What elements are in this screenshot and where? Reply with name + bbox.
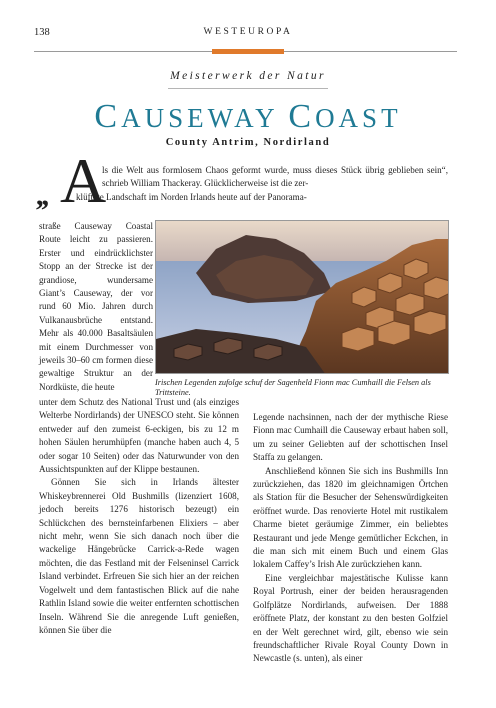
- page-number: 138: [34, 27, 50, 38]
- kicker: Meisterwerk der Natur: [170, 70, 326, 82]
- article-subtitle: County Antrim, Nordirland: [165, 137, 331, 148]
- right-paragraph-2: Anschließend können Sie sich ins Bushmills Inn zurückziehen, das 1820 im gleichnamigen Örtchen als Station für die Besucher der Sehenswürdigkeiten eröffnet wurde. Das renovierte Hotel mit rustikalem Charme bietet geräumige Zimmer, ein beliebtes Restaurant und jede Menge gemütlicher Eckchen, in die man sich mit einem Buch und einem Glas lokalem Caffey’s Irish Ale zurückziehen kann.: [253, 465, 448, 570]
- article-title: [0, 98, 496, 136]
- left-paragraph-2: Gönnen Sie sich in Irlands ältester Whiskeybrennerei Old Bushmills (lizenziert 1608, jedoch bereits 1276 historisch bezeugt) ein Schlückchen des bernsteinfarbenen Elixiers – aber nicht mehr, wenn Sie sich danach noch über die wackelige Hängebrücke Carrick-a-Rede wagen möchten, die das Festland mit der Felseninsel Carrick Island verbindet. Erfreuen Sie sich hier an der reichen Vogelwelt und dem fantastischen Blick auf die nahe Rathlin Island sowie die weiter entfernten schottischen Inseln. Während Sie die anregende Luft genießen, können Sie über die: [39, 477, 239, 635]
- opening-quote-mark: ,,: [36, 179, 47, 212]
- intro-text-continued: klüftete Landschaft im Norden Irlands heute auf der Panorama-: [76, 192, 307, 202]
- section-title: WESTEUROPA: [203, 27, 293, 37]
- causeway-photo: [155, 220, 449, 374]
- left-column: [39, 396, 239, 637]
- photo-caption: Irischen Legenden zufolge schuf der Sagenheld Fionn mac Cumhaill die Felsen als Trittsteine.: [155, 378, 431, 398]
- right-column: [253, 411, 448, 666]
- left-column-narrow: straße Causeway Coastal Route leicht zu passieren. Erster und eindrücklichster Stopp an der Strecke ist der grandiose, wundersame Giant’s Causeway, der vor rund 60 Mio. Jahren durch Vulkanausbrüche entstand. Mehr als 40.000 Basaltsäulen mit einem Durchmesser von jeweils 30–60 cm formen diese gewaltige Struktur an der Nordküste, die heute: [39, 221, 153, 392]
- title-part-1: AUSEWAY: [121, 103, 289, 133]
- left-paragraph-1: unter dem Schutz des National Trust und (als einziges Welterbe Nordirlands) der UNESCO steht. Sie können entweder auf den zumeist 6-eckigen, bis zu 12 m hohen Säulen herumhüpfen (manche haben auch 4, 5 oder sogar 10 Seiten) oder das Naturwunder von den Aussichtspunkten auf der Klippe bestaunen.: [39, 397, 239, 475]
- kicker-rule: [168, 88, 328, 89]
- basalt-columns-image: [156, 221, 449, 374]
- right-paragraph-1: Legende nachsinnen, nach der der mythische Riese Fionn mac Cumhaill die Causeway erbaut haben soll, um zu seiner Geliebten auf der schottischen Insel Staffa zu gelangen.: [253, 412, 448, 463]
- title-initial-1: C: [94, 98, 122, 135]
- title-initial-2: C: [288, 98, 316, 135]
- accent-bar: [212, 49, 284, 54]
- right-paragraph-3: Eine vergleichbar majestätische Kulisse kann Royal Portrush, einer der beiden herausragenden Golfplätze Nordirlands, aufweisen. Der 1888 eröffnete Platz, der konstant zu den besten Golfziel en der Welt gerechnet wird, gilt, ebenso wie sein freundschaftlicher Rivale Royal County Down in Newcastle (s. unten), als einer: [253, 572, 448, 664]
- drop-cap: A: [60, 145, 107, 216]
- title-part-2: OAST: [315, 103, 402, 133]
- intro-text: ls die Welt aus formlosem Chaos geformt wurde, muss dieses Stück übrig geblieben sein“, schrieb William Thackeray. Glücklicherweise ist die zer-: [102, 165, 448, 189]
